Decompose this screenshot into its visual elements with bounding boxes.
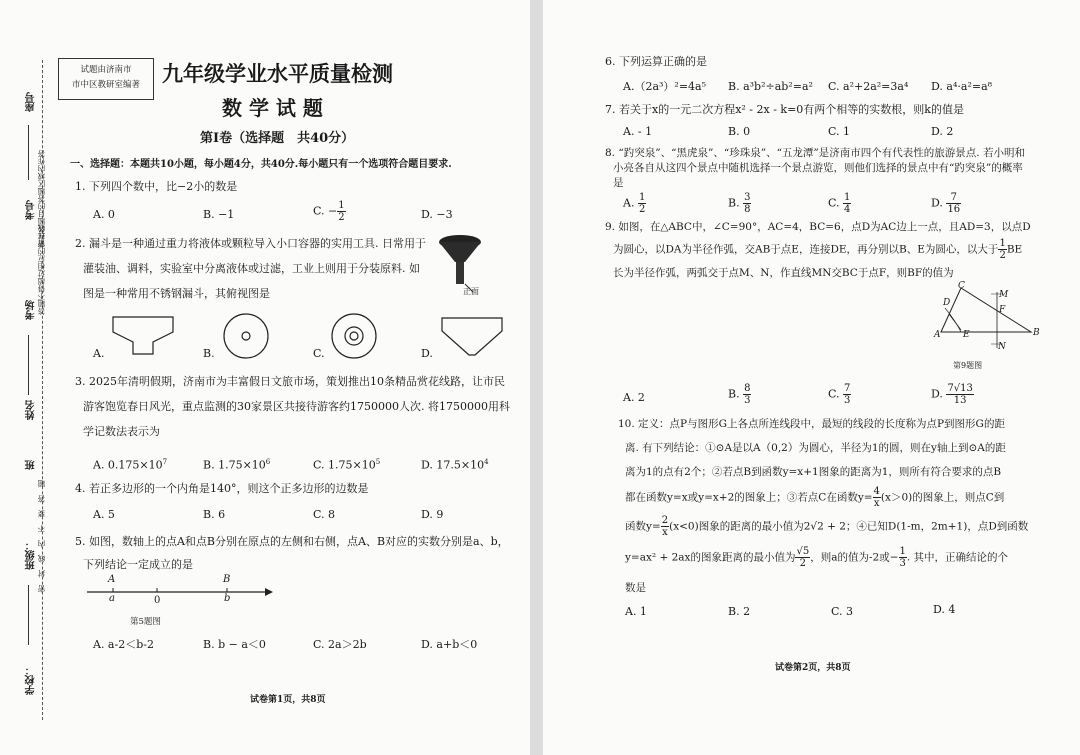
margin-ban: 班 [26, 460, 37, 470]
q10-line-5-tail: (x<0)图象的距离的最小值为2√2 + 2；④已知D(1-m，2m+1)，点D到函数 [669, 520, 1029, 533]
q10-line-6-fraction [795, 546, 810, 569]
q10-line-1: 10. 定义：点P与图形G上各点所连线段中，最短的线段的长度称为点P到图形G的距 [618, 418, 1005, 430]
margin-zuohao: 座号 [26, 92, 37, 112]
q3-line-2: 游客饱览春日风光，重点监测的30家景区共接待游客约1750000人次. 将1750000用科 [83, 400, 510, 413]
q5-option-c: C. 2a＞2b [313, 638, 367, 651]
q1-option-c-fraction [337, 200, 345, 223]
q2-line-2: 灌装油、调料，实验室中分离液体或过滤，工业上则用于分装原料. 如 [83, 262, 420, 275]
q10-line-5 [625, 515, 1028, 538]
q9-label-A: A [934, 330, 941, 340]
q9-line-2-text: 为圆心，以DA为半径作弧，交AB于点E，连接DE，再分别以B、E为圆心，以大于 [613, 243, 999, 256]
q8-option-c-letter: C. [828, 196, 840, 210]
q9-label-D: D [943, 298, 951, 308]
q2-option-d-figure [441, 317, 503, 357]
q10-line-4-tail: (x＞0)的图象上，则点C到 [880, 491, 1005, 504]
q9-option-d-letter: D. [931, 387, 943, 401]
q10-line-6-text: y=ax² + 2ax的图象距离的最小值为 [625, 551, 796, 564]
q1-option-b: B. −1 [203, 208, 235, 221]
q10-line-4 [625, 486, 1004, 509]
q1-stem: 1. 下列四个数中，比−2小的数是 [75, 180, 238, 193]
q5-label-b: b [224, 593, 231, 604]
q3-option-b-exponent: 6 [265, 458, 271, 466]
exam-title: 九年级学业水平质量检测 [162, 61, 393, 86]
q6-option-a: A.（2a³）²=4a⁵ [623, 80, 706, 93]
q3-option-b [203, 455, 270, 473]
q2-option-a: A. [93, 347, 105, 360]
q9-option-b-letter: B. [728, 387, 740, 401]
q8-line-3: 是 [613, 177, 624, 189]
q5-caption: 第5题图 [130, 617, 161, 627]
q8-option-b-letter: B. [728, 196, 740, 210]
q8-option-d [931, 192, 961, 215]
q2-option-c: C. [313, 347, 325, 360]
author-stamp [58, 58, 154, 100]
fraction-numerator: 2 [661, 515, 669, 526]
fraction-denominator: x [662, 527, 668, 538]
q6-option-d: D. a⁴·a²=a⁸ [931, 80, 993, 93]
q9-option-c-fraction [843, 383, 851, 406]
q10-line-6-tail: . 其中，正确结论的个 [906, 551, 1009, 564]
q4-stem: 4. 若正多边形的一个内角是140°，则这个正多边形的边数是 [75, 482, 369, 495]
q3-option-b-base: B. 1.75×10 [203, 458, 266, 472]
fraction-denominator: 2 [999, 250, 1006, 261]
fraction-numerator: √5 [796, 546, 810, 557]
q9-option-a: A. 2 [623, 391, 645, 404]
q9-option-b [728, 383, 751, 406]
margin-underline [28, 335, 29, 395]
q8-option-a [623, 192, 646, 215]
q9-label-N: N [998, 342, 1006, 352]
fraction-denominator: 3 [844, 395, 851, 406]
q10-option-b: B. 2 [728, 605, 751, 618]
fraction-numerator: 1 [899, 546, 906, 557]
q6-option-b: B. a³b²÷ab²=a² [728, 80, 813, 93]
stamp-line-2: 市中区教研室编著 [71, 80, 140, 90]
margin-underline [28, 585, 29, 645]
q10-line-5-text: 函数y= [625, 520, 661, 533]
q10-option-c: C. 3 [831, 605, 854, 618]
q5-line-1: 5. 如图，数轴上的点A和点B分别在原点的左侧和右侧，点A、B对应的实数分别是a、b， [75, 535, 509, 548]
margin-xingming: 姓名 [26, 400, 37, 420]
q9-label-F: F [999, 305, 1006, 315]
fraction-denominator: 3 [899, 558, 906, 569]
fraction-denominator: 2 [338, 212, 345, 223]
q9-triangle-figure [931, 280, 1041, 360]
q10-line-3: 离为1的点有2个；②若点B到函数y=x+1图象的距离为1，则所有符合要求的点B [625, 466, 1002, 478]
q5-label-B: B [223, 574, 231, 585]
q4-option-c: C. 8 [313, 508, 336, 521]
q8-option-d-letter: D. [931, 196, 943, 210]
q1-option-c-prefix: C. − [313, 204, 338, 218]
q10-option-d: D. 4 [933, 603, 956, 616]
funnel-front-label: 正面 [463, 287, 479, 296]
q5-option-b: B. b − a＜0 [203, 638, 266, 651]
q9-caption: 第9题图 [953, 361, 983, 370]
fraction-denominator: 3 [744, 395, 751, 406]
q5-line-2: 下列结论一定成立的是 [83, 558, 193, 571]
q9-line-1: 9. 如图，在△ABC中，∠C=90°，AC=4，BC=6，点D为AC边上一点，且AD=3，以点D [605, 221, 1031, 233]
q7-option-b: B. 0 [728, 125, 751, 138]
q10-line-6-mid: ，则a的值为-2或− [810, 551, 899, 564]
q3-option-d-exponent: 4 [484, 458, 489, 466]
section-heading: 第Ⅰ卷（选择题 共40分） [200, 131, 355, 146]
q8-option-a-letter: A. [623, 196, 635, 210]
q10-line-2: 离. 有下列结论：①⊙A是以A（0,2）为圆心，半径为1的圆，则在y轴上到⊙A的距 [625, 442, 1006, 454]
fraction-numerator: 1 [338, 200, 345, 211]
q7-option-c: C. 1 [828, 125, 851, 138]
margin-note-3: 密 封 线 内 不 要 答 题 [37, 480, 46, 593]
q2-option-d: D. [421, 347, 433, 360]
q9-label-E: E [963, 330, 970, 340]
fraction-denominator: 4 [844, 204, 851, 215]
exam-page-1 [0, 0, 530, 755]
q4-option-b: B. 6 [203, 508, 226, 521]
q9-half-fraction [998, 238, 1006, 261]
exam-subtitle: 数 学 试 题 [222, 96, 323, 120]
q9-option-d [931, 383, 974, 406]
fraction-numerator: 7 [946, 192, 961, 204]
fraction-denominator: 2 [638, 204, 646, 215]
q2-option-b: B. [203, 347, 215, 360]
stamp-line-1: 试题由济南市 [80, 65, 132, 75]
q1-option-d: D. −3 [421, 208, 453, 221]
fraction-denominator: 16 [947, 204, 961, 215]
q3-option-a-exponent: 7 [162, 458, 168, 466]
q8-line-1: 8. “趵突泉”、“黑虎泉”、“珍珠泉”、“五龙潭”是济南市四个有代表性的旅游景点. 若小明和 [605, 147, 1025, 159]
q9-label-C: C [958, 281, 965, 291]
fraction-numerator: 3 [744, 192, 751, 203]
q2-option-a-figure [112, 316, 174, 358]
margin-kaohao: 考号 [26, 200, 37, 220]
q5-option-d: D. a+b＜0 [421, 638, 478, 651]
q4-option-a: A. 5 [93, 508, 115, 521]
q5-option-a: A. a-2＜b-2 [93, 638, 154, 651]
q10-line-4-text: 都在函数y=x或y=x+2的图象上；③若点C在函数y= [625, 491, 873, 504]
fraction-denominator: 8 [744, 204, 751, 215]
q3-line-3: 学记数法表示为 [83, 425, 160, 438]
fraction-numerator: 7√13 [947, 383, 973, 394]
q8-option-a-fraction [638, 192, 646, 215]
q3-option-d [421, 455, 489, 473]
q2-line-1: 2. 漏斗是一种通过重力将液体或颗粒导入小口容器的实用工具. 日常用于 [75, 237, 426, 250]
q10-option-a: A. 1 [625, 605, 647, 618]
q2-option-c-figure [330, 312, 378, 360]
q9-option-d-fraction [946, 383, 973, 406]
q4-option-d: D. 9 [421, 508, 444, 521]
q8-option-d-fraction [946, 192, 961, 215]
q6-option-c: C. a²+2a²=3a⁴ [828, 80, 909, 93]
q6-stem: 6. 下列运算正确的是 [605, 55, 707, 68]
q8-option-c-fraction [843, 192, 851, 215]
fraction-numerator: 1 [999, 238, 1006, 249]
q1-option-c [313, 200, 346, 223]
q8-line-2: 小亮各自从这四个景点中随机选择一个景点游览，则他们选择的景点中有“趵突泉”的概率 [613, 162, 1023, 174]
margin-note-1: 请在各题目的答题区域内作答 [37, 150, 46, 248]
q7-option-a: A. - 1 [623, 125, 653, 138]
q10-line-7: 数是 [625, 582, 646, 594]
q8-option-c [828, 192, 851, 215]
q5-label-0: 0 [154, 595, 161, 606]
q9-line-2 [613, 238, 1022, 261]
q10-line-4-fraction [873, 486, 881, 509]
q2-option-b-figure [222, 312, 270, 360]
q3-option-d-base: D. 17.5×10 [421, 458, 485, 472]
q1-option-a: A. 0 [93, 208, 115, 221]
fraction-numerator: 1 [844, 192, 851, 203]
q3-option-a-base: A. 0.175×10 [93, 458, 163, 472]
page-footer: 试卷第2页，共8页 [775, 663, 851, 673]
q7-option-d: D. 2 [931, 125, 954, 138]
q10-line-6 [625, 546, 1008, 569]
fraction-denominator: x [873, 498, 880, 509]
q9-option-b-fraction [743, 383, 751, 406]
margin-underline [28, 125, 29, 180]
q5-label-a: a [109, 593, 115, 604]
q2-line-3: 图是一种常用不锈钢漏斗，其俯视图是 [83, 287, 270, 300]
q10-line-5-fraction [661, 515, 669, 538]
exam-page-2 [543, 0, 1080, 755]
q9-line-2-tail: BE [1006, 243, 1023, 256]
q8-option-b [728, 192, 751, 215]
q3-line-1: 3. 2025年清明假期，济南市为丰富假日文旅市场，策划推出10条精品赏花线路，让市民 [75, 375, 505, 388]
q3-option-a [93, 455, 167, 473]
q9-line-3: 长为半径作弧，两弧交于点M、N，作直线MN交BC于点F，则BF的值为 [613, 267, 954, 279]
margin-banji: 班级： [26, 540, 37, 570]
instructions: 一、选择题：本题共10小题，每小题4分，共40分.每小题只有一个选项符合题目要求. [70, 159, 452, 170]
q9-label-B: B [1033, 328, 1040, 338]
fraction-denominator: 13 [953, 395, 967, 406]
q3-option-c-exponent: 5 [375, 458, 381, 466]
page-footer: 试卷第1页，共8页 [250, 695, 326, 705]
q5-label-A: A [108, 574, 116, 585]
q7-stem: 7. 若关于x的一元二次方程x² - 2x - k=0有两个相等的实数根，则k的值是 [605, 103, 964, 116]
margin-kaochang: 考场 [26, 300, 37, 320]
q3-option-c [313, 455, 380, 473]
q9-option-c [828, 383, 851, 406]
fraction-numerator: 1 [638, 192, 646, 203]
q10-line-6-fraction-2 [899, 546, 907, 569]
q9-option-c-letter: C. [828, 387, 840, 401]
fraction-numerator: 4 [873, 486, 880, 497]
q9-label-M: M [999, 290, 1009, 300]
margin-note-2: 答题不得超过相应的密封线 [37, 225, 46, 315]
margin-xuexiao: 学校： [26, 665, 37, 695]
fraction-numerator: 7 [844, 383, 851, 394]
q8-option-b-fraction [743, 192, 751, 215]
fraction-denominator: 2 [799, 558, 807, 569]
q3-option-c-base: C. 1.75×10 [313, 458, 376, 472]
fraction-numerator: 8 [744, 383, 751, 394]
